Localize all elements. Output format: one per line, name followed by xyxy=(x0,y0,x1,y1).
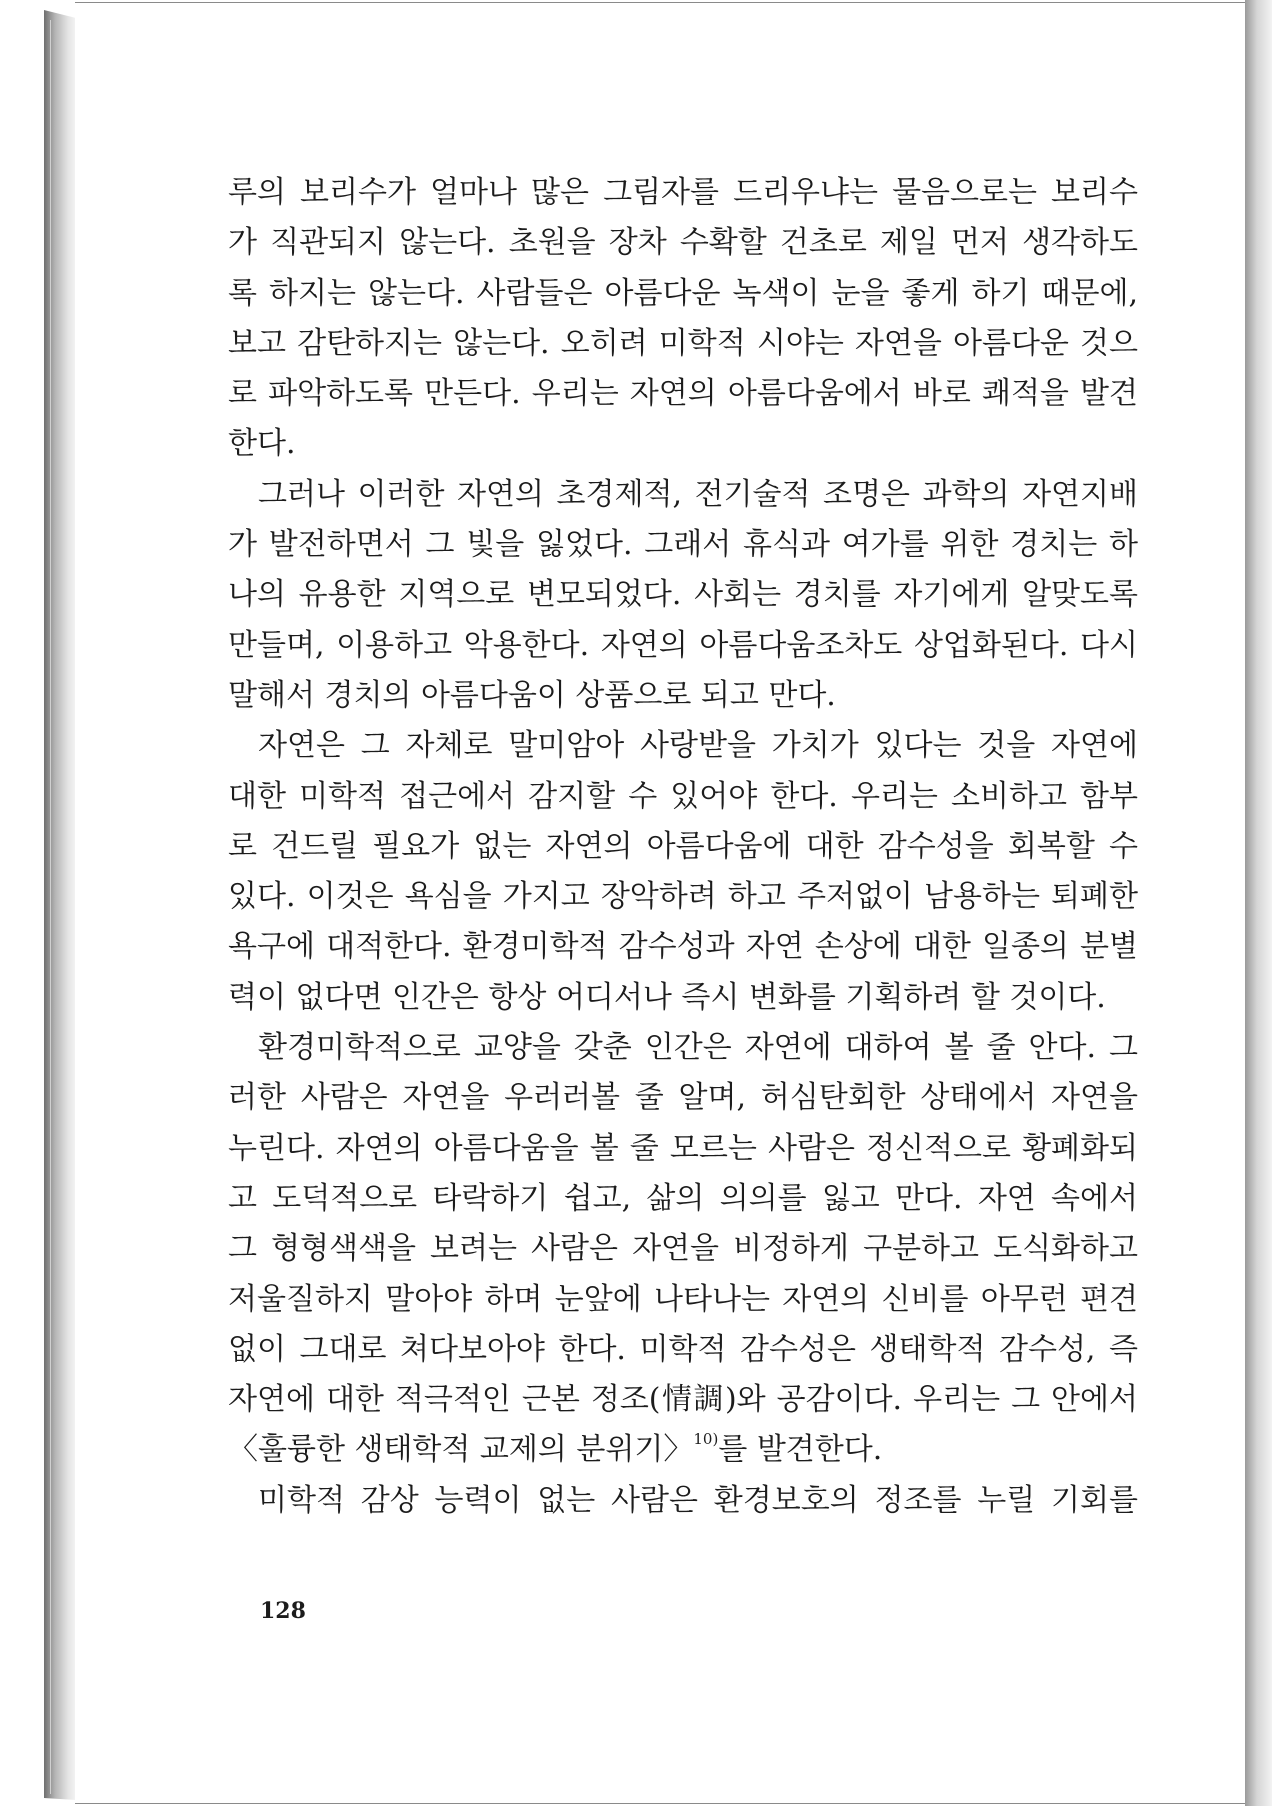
text-line: 가 직관되지 않는다. 초원을 장차 수확할 건초로 제일 먼저 생각하도 xyxy=(228,225,1138,261)
text-line: 러한 사람은 자연을 우러러볼 줄 알며, 허심탄회한 상태에서 자연을 xyxy=(228,1080,1138,1116)
text-line: 말해서 경치의 아름다움이 상품으로 되고 만다. xyxy=(228,677,836,713)
text-line-with-footnote xyxy=(228,1425,1138,1475)
text-line: 로 건드릴 필요가 없는 자연의 아름다움에 대한 감수성을 회복할 수 xyxy=(228,828,1138,864)
text-line: 한다. xyxy=(228,426,296,462)
page-number: 128 xyxy=(260,1598,306,1624)
text-line: 누린다. 자연의 아름다움을 볼 줄 모르는 사람은 정신적으로 황폐화되 xyxy=(228,1130,1138,1166)
text-line: 가 발전하면서 그 빛을 잃었다. 그래서 휴식과 여가를 위한 경치는 하 xyxy=(228,527,1138,563)
text-line: 욕구에 대적한다. 환경미학적 감수성과 자연 손상에 대한 일종의 분별 xyxy=(228,929,1138,965)
text-line: 록 하지는 않는다. 사람들은 아름다운 녹색이 눈을 좋게 하기 때문에, xyxy=(228,275,1138,311)
text-line: 저울질하지 말아야 하며 눈앞에 나타나는 자연의 신비를 아무런 편견 xyxy=(228,1281,1138,1317)
paragraph-start-line: 미학적 감상 능력이 없는 사람은 환경보호의 정조를 누릴 기회를 xyxy=(258,1482,1138,1518)
text-line: 보고 감탄하지는 않는다. 오히려 미학적 시야는 자연을 아름다운 것으 xyxy=(228,325,1138,361)
body-text xyxy=(228,168,1138,1526)
text-line: 만들며, 이용하고 악용한다. 자연의 아름다움조차도 상업화된다. 다시 xyxy=(228,627,1138,663)
text-line: 고 도덕적으로 타락하기 쉽고, 삶의 의의를 잃고 만다. 자연 속에서 xyxy=(228,1180,1138,1216)
text-line: 루의 보리수가 얼마나 많은 그림자를 드리우냐는 물음으로는 보리수 xyxy=(228,175,1138,210)
text-line: 그 형형색색을 보려는 사람은 자연을 비정하게 구분하고 도식화하고 xyxy=(228,1231,1138,1267)
text-line: 대한 미학적 접근에서 감지할 수 있어야 한다. 우리는 소비하고 함부 xyxy=(228,778,1138,814)
text-line: 력이 없다면 인간은 항상 어디서나 즉시 변화를 기획하려 할 것이다. xyxy=(228,979,1106,1015)
footnote-marker[interactable]: 10) xyxy=(693,1430,719,1449)
text-line: 나의 유용한 지역으로 변모되었다. 사회는 경치를 자기에게 알맞도록 xyxy=(228,577,1138,613)
footnote-trailing-text: 를 발견한다. xyxy=(718,1432,883,1468)
page-shadow xyxy=(1245,0,1272,1806)
text-line: 있다. 이것은 욕심을 가지고 장악하려 하고 주저없이 남용하는 퇴폐한 xyxy=(228,879,1138,915)
paragraph-start-line: 자연은 그 자체로 말미암아 사랑받을 가치가 있다는 것을 자연에 xyxy=(258,728,1138,764)
text-line: 없이 그대로 쳐다보아야 한다. 미학적 감수성은 생태학적 감수성, 즉 xyxy=(228,1331,1138,1367)
footnote-context-text: 〈훌륭한 생태학적 교제의 분위기〉 xyxy=(228,1432,694,1468)
paragraph-start-line: 환경미학적으로 교양을 갖춘 인간은 자연에 대하여 볼 줄 안다. 그 xyxy=(258,1030,1138,1066)
text-line: 로 파악하도록 만든다. 우리는 자연의 아름다움에서 바로 쾌적을 발견 xyxy=(228,376,1138,412)
text-line: 자연에 대한 적극적인 근본 정조(情調)와 공감이다. 우리는 그 안에서 xyxy=(228,1382,1138,1418)
paragraph-start-line: 그러나 이러한 자연의 초경제적, 전기술적 조명은 과학의 자연지배 xyxy=(258,476,1138,512)
page-stack-edge xyxy=(44,10,76,1800)
